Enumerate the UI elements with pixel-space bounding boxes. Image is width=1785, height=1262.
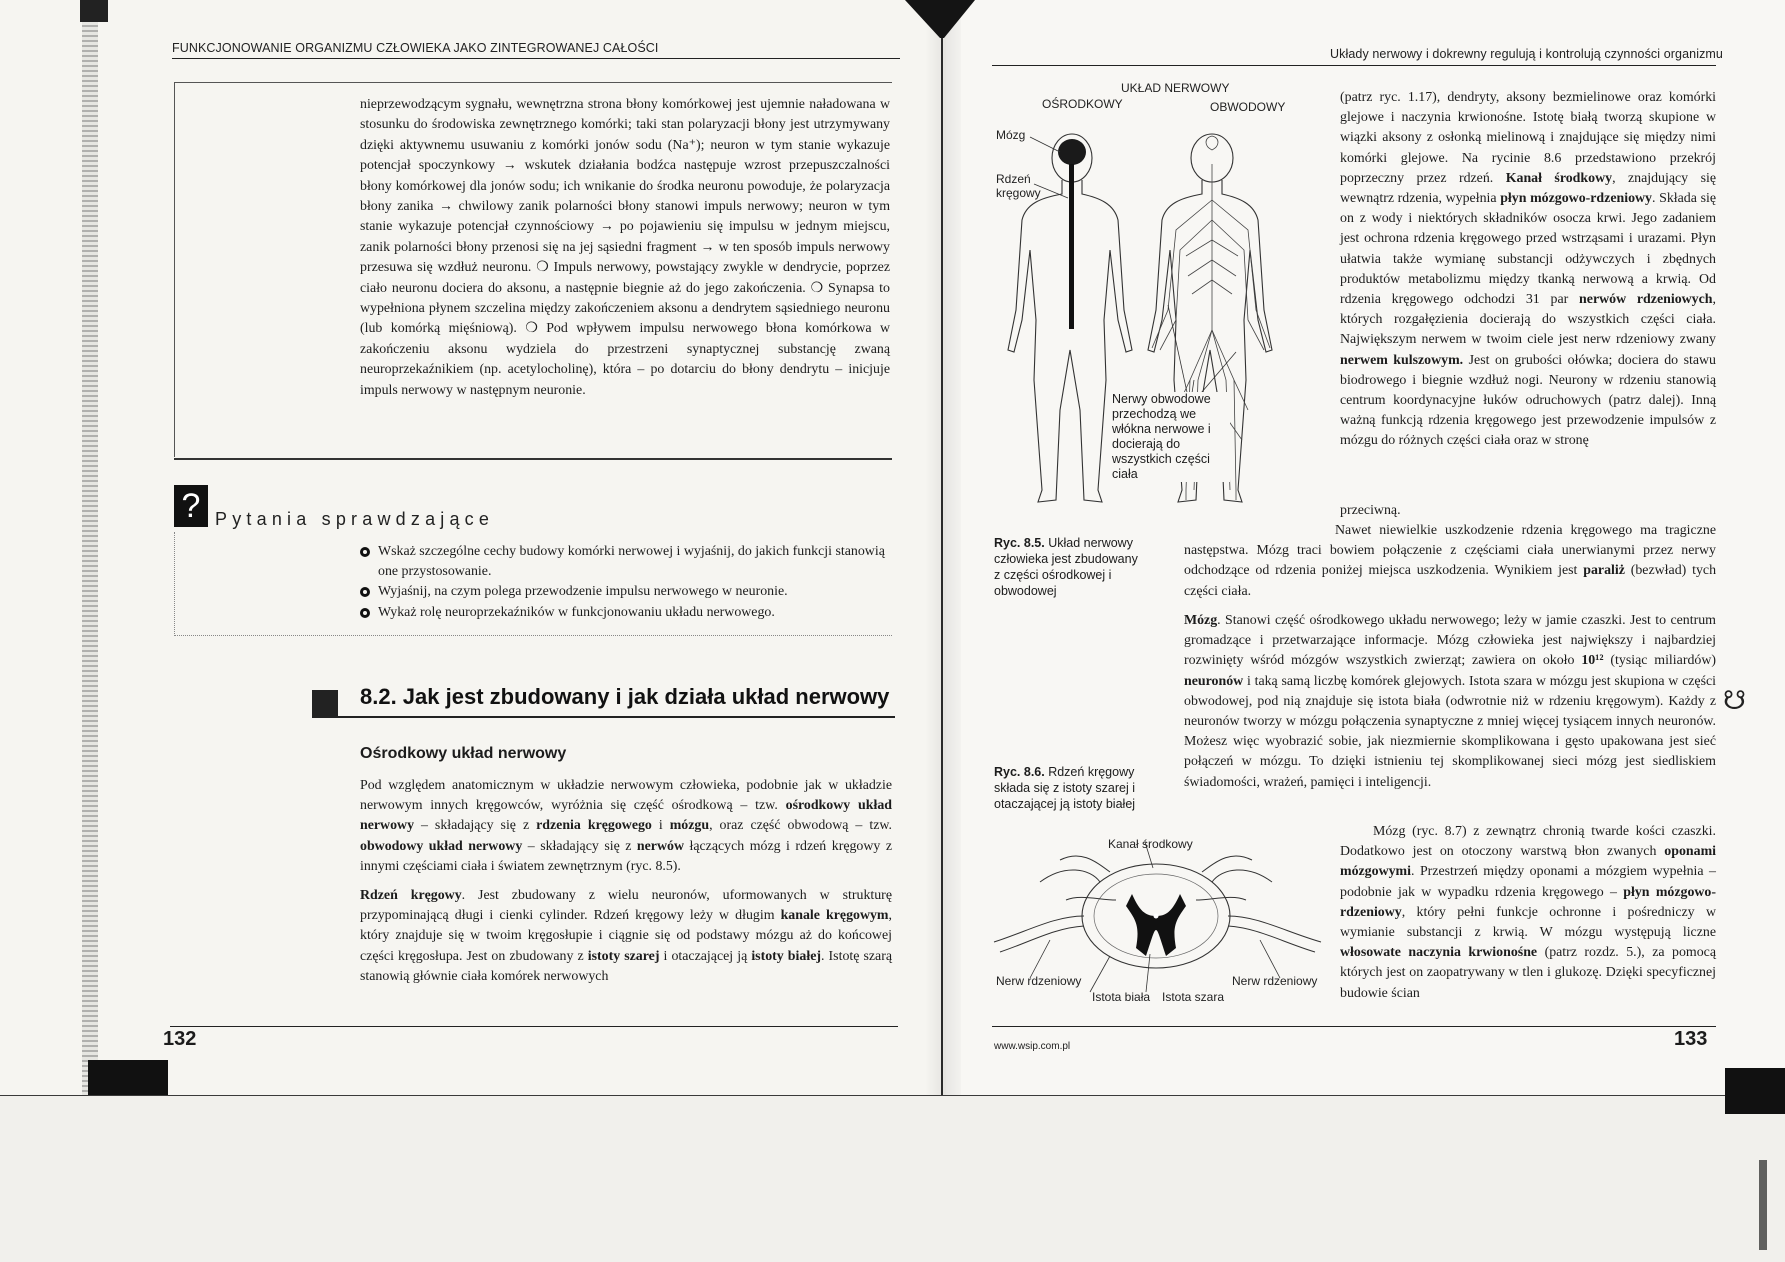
scan-background xyxy=(0,1095,1785,1262)
figure-label: Mózg xyxy=(996,128,1026,142)
section-marker xyxy=(312,690,338,716)
body-paragraph: (patrz ryc. 1.17), dendryty, aksony bezmielinowe oraz komórki glejowe i naczynia krwionośne. Istotę białą tworzą skupione w wiązki aksony z osłonką mielinową i znajdujące się między nimi komórki glejowe. Na rycinie 8.6 przedstawiono przekrój poprzeczny przez rdzeń. Kanał środkowy, znajdujący się wewnątrz rdzenia, wypełnia płyn mózgowo-rdzeniowy. Składa się on z wody i niektórych składników osocza krwi. Jego zadaniem jest ochrona rdzenia kręgowego przed wstrząsami i urazami. Płyn ułatwia także wymianę substancji odżywczych i zbędnych produktów metabolizmu między tkanką nerwową a krwią. Od rdzenia kręgowego odchodzi 31 par nerwów rdzeniowych, których rozgałęzienia docierają do wszystkich części ciała. Największym nerwem w twoim ciele jest nerw rdzeniowy zwany nerwem kulszowym. Jest on grubości ołówka; dociera do stawu biodrowego i biegnie wzdłuż nogi. Neurony w rdzeniu stanowią centrum koordynacyjne łuków odruchowych (patrz dalej). Inną ważną funkcją rdzenia kręgowego jest przewodzenie impulsów z mózgu do różnych części ciała oraz w stronę xyxy=(1340,90,1716,449)
figure-label: Istota szara xyxy=(1162,990,1225,1004)
term: kanale kręgowym xyxy=(780,908,889,924)
body-paragraph: Rdzeń kręgowy. Jest zbudowany z wielu neuronów, uformowanych w strukturę przypominającą długi i cienki cylinder. Rdzeń kręgowy leży w długim kanale kręgowym, który znajduje się w twoim kręgosłupie i ciągnie się od podstawy mózgu aż do końcowej części kręgosłupa. Jest on zbudowany z istoty szarej i otaczającej ją istoty białej. Istotę szarą stanowią głównie ciała komórek nerwowych xyxy=(360,888,893,984)
term: Mózg xyxy=(1184,613,1218,628)
figure-label: Nerw rdzeniowy xyxy=(1232,974,1318,988)
term: nerwem kulszowym. xyxy=(1340,352,1464,368)
subheading: Ośrodkowy układ nerwowy xyxy=(360,745,567,762)
section-title: 8.2. Jak jest zbudowany i jak działa układ nerwowy xyxy=(360,684,890,709)
term: neuronów xyxy=(1184,673,1244,689)
term: nerwów xyxy=(636,838,684,854)
quiz-heading: Pytania sprawdzające xyxy=(215,509,495,529)
term: płyn mózgowo-rdzeniowy xyxy=(1500,191,1652,207)
term: istoty białej xyxy=(751,948,821,964)
term: obwodowy układ nerwowy xyxy=(360,838,523,854)
term: ośrodkowy układ nerwowy xyxy=(360,798,892,834)
footer-rule xyxy=(992,1026,1716,1027)
figure-caption: Ryc. 8.5. Układ nerwowy człowieka jest zbudowany z części ośrodkowej i obwodowej xyxy=(994,536,1138,598)
question-mark-icon: ? xyxy=(174,485,208,527)
figure-label: OŚRODKOWY xyxy=(1042,97,1123,111)
page-number-right: 133 xyxy=(1674,1028,1708,1050)
quiz-question-list xyxy=(360,542,892,623)
scanned-page-edge xyxy=(82,0,98,1095)
term: 10¹² xyxy=(1581,653,1604,669)
figure-label: Rdzeń xyxy=(996,172,1031,186)
body-paragraph: Pod względem anatomicznym w układzie nerwowym człowieka, podobnie jak w układzie nerwowym innych kręgowców, wyróżnia się część ośrodkową – tzw. ośrodkowy układ nerwowy – składający się z rdzenia kręgowego i mózgu, oraz część obwodową – tzw. obwodowy układ nerwowy – składający się z nerwów łączących mózg i rdzeń kręgowy z innymi częściami ciała i światem zewnętrznym (ryc. 8.5). xyxy=(360,778,893,874)
body-paragraph: Nawet niewielkie uszkodzenie rdzenia kręgowego ma tragiczne następstwa. Mózg traci bowiem połączenie z częściami ciała unerwianymi przez nerwy odchodzące od rdzenia poniżej miejsca uszkodzenia. Wynikiem jest paraliż (bezwład) tych części ciała. xyxy=(1184,523,1717,599)
figure-label: OBWODOWY xyxy=(1210,100,1286,114)
figure-caption: Ryc. 8.6. Rdzeń kręgowy składa się z istoty szarej i otaczającej ją istoty białej xyxy=(994,765,1136,811)
term: mózgu xyxy=(669,818,710,834)
left-page xyxy=(0,0,946,1095)
summary-box-rule xyxy=(174,458,892,460)
term: istoty szarej xyxy=(587,948,660,964)
scan-edge-mark xyxy=(1725,1068,1785,1114)
figure-label: UKŁAD NERWOWY xyxy=(1121,81,1230,95)
body-paragraph: Mózg. Stanowi część ośrodkowego układu nerwowego; leży w jamie czaszki. Jest to centrum gromadzące i przetwarzające informacje. Mózg człowieka jest największy i najbardziej rozwinięty wśród mózgów wszystkich zwierząt; zawiera on około 10¹² (tysiąc miliardów) neuronów i taką samą liczbę komórek glejowych. Istota szara w mózgu jest skupiona w części obwodowej, pod nią znajduje się istota biała (odwrotnie niż w rdzeniu kręgowym). Każdy z neuronów tworzy w mózgu połączenia synaptyczne z mniej więcej tysiącem innych neuronów. Możesz więc wyobrazić sobie, jak niezmiernie skomplikowana i gęsto upakowana jest sieć połączeń w mózgu. To dzięki istnieniu tej skomplikowanej sieci mózg jest siedliskiem świadomości, wrażeń, pamięci i inteligencji. xyxy=(1184,613,1716,790)
summary-text: nieprzewodzącym sygnału, wewnętrzna strona błony komórkowej jest ujemnie naładowana w stosunku do środowiska zewnętrznego komórki; taki stan polaryzacji błony jest utrzymywany dzięki aktywnemu usuwaniu z komórki jonów sodu (Na⁺); neuron w tym stanie wykazuje potencjał spoczynkowy → wskutek działania bodźca następuje wzrost przepuszczalności błony komórkowej dla jonów sodu; ich wnikanie do środka neuronu powoduje, że polaryzacja błony zanika → chwilowy zanik polarności błony stanowi impuls nerwowy; neuron w tym stanie wykazuje potencjał czynnościowy → po pojawieniu się impulsu w jednym miejscu, zanik polarności błony przenosi się na jej sąsiedni fragment → w ten sposób impuls nerwowy przesuwa się wzdłuż neuronu. ❍ Impuls nerwowy, powstający zwykle w dendrycie, poprzez ciało neuronu dociera do aksonu, a następnie biegnie aż do jego zakończenia. ❍ Synapsa to wypełniona płynem szczelina między zakończeniem aksonu a dendrytem sąsiedniego neuronu (lub komórką mięśniową). ❍ Pod wpływem impulsu nerwowego błona komórkowa w zakończeniu aksonu wydziela do przestrzeni synaptycznej substancję zwaną neuroprzekaźnikiem (np. acetylocholinę), która – po dotarciu do błony dendrytu – inicjuje impuls nerwowy w następnym neuronie. xyxy=(360,97,890,398)
scan-edge-mark xyxy=(1759,1160,1767,1250)
figure-label: Istota biała xyxy=(1092,990,1151,1004)
book-spine xyxy=(941,0,943,1095)
figure-label: Nerw rdzeniowy xyxy=(996,974,1082,988)
term: oponami mózgowymi xyxy=(1340,844,1716,880)
term: płyn mózgowo-rdzeniowy xyxy=(1340,884,1716,920)
publisher-url: www.wsip.com.pl xyxy=(994,1041,1071,1052)
header-rule xyxy=(172,58,900,59)
figure-label: Nerwy obwodowe przechodzą we włókna nerwowe i docierają do wszystkich części ciała xyxy=(1112,392,1230,482)
term: Rdzeń kręgowy xyxy=(360,888,462,903)
term: rdzenia kręgowego xyxy=(536,818,652,834)
header-rule xyxy=(992,65,1716,66)
quiz-question: Wskaż szczególne cechy budowy komórki nerwowej i wyjaśnij, do jakich funkcji stanowią one przystosowanie. xyxy=(360,542,892,582)
quiz-question: Wykaż rolę neuroprzekaźników w funkcjonowaniu układu nerwowego. xyxy=(360,603,892,623)
page-number-left: 132 xyxy=(163,1028,197,1050)
figure-label: Kanał środkowy xyxy=(1108,837,1193,851)
term: Kanał środkowy xyxy=(1505,170,1613,186)
term: paraliż xyxy=(1583,563,1625,579)
running-head-right: Układy nerwowy i dokrewny regulują i kontrolują czynności organizmu xyxy=(1330,47,1723,61)
quiz-question: Wyjaśnij, na czym polega przewodzenie impulsu nerwowego w neuronie. xyxy=(360,582,892,602)
scan-edge-mark xyxy=(80,0,108,22)
figure-label: kręgowy xyxy=(996,186,1041,200)
body-paragraph: Mózg (ryc. 8.7) z zewnątrz chronią twarde kości czaszki. Dodatkowo jest on otoczony warstwą błon zwanych oponami mózgowymi. Przestrzeń między oponami a mózgiem wypełnia – podobnie jak w wypadku rdzenia kręgowego – płyn mózgowo-rdzeniowy, który pełni funkcje ochronne i pośredniczy w wymianie substancji z krwią. W mózgu występują liczne włosowate naczynia krwionośne (patrz rozdz. 5.), za pomocą których jest on zaopatrywany w tlen i glukozę. Dzięki specyficznej budowie ścian xyxy=(1340,824,1717,1001)
spine-shadow xyxy=(925,0,961,1095)
term: włosowate naczynia krwionośne xyxy=(1340,945,1538,961)
term: nerwów rdzeniowych xyxy=(1579,292,1713,308)
body-paragraph-end: przeciwną. xyxy=(1340,503,1401,518)
running-head-left: FUNKCJONOWANIE ORGANIZMU CZŁOWIEKA JAKO ZINTEGROWANEJ CAŁOŚCI xyxy=(172,41,659,55)
footer-rule xyxy=(170,1026,898,1027)
spine-clip-icon xyxy=(905,0,975,38)
section-rule xyxy=(312,716,895,718)
margin-doodle-icon: ☋ xyxy=(1723,686,1747,716)
